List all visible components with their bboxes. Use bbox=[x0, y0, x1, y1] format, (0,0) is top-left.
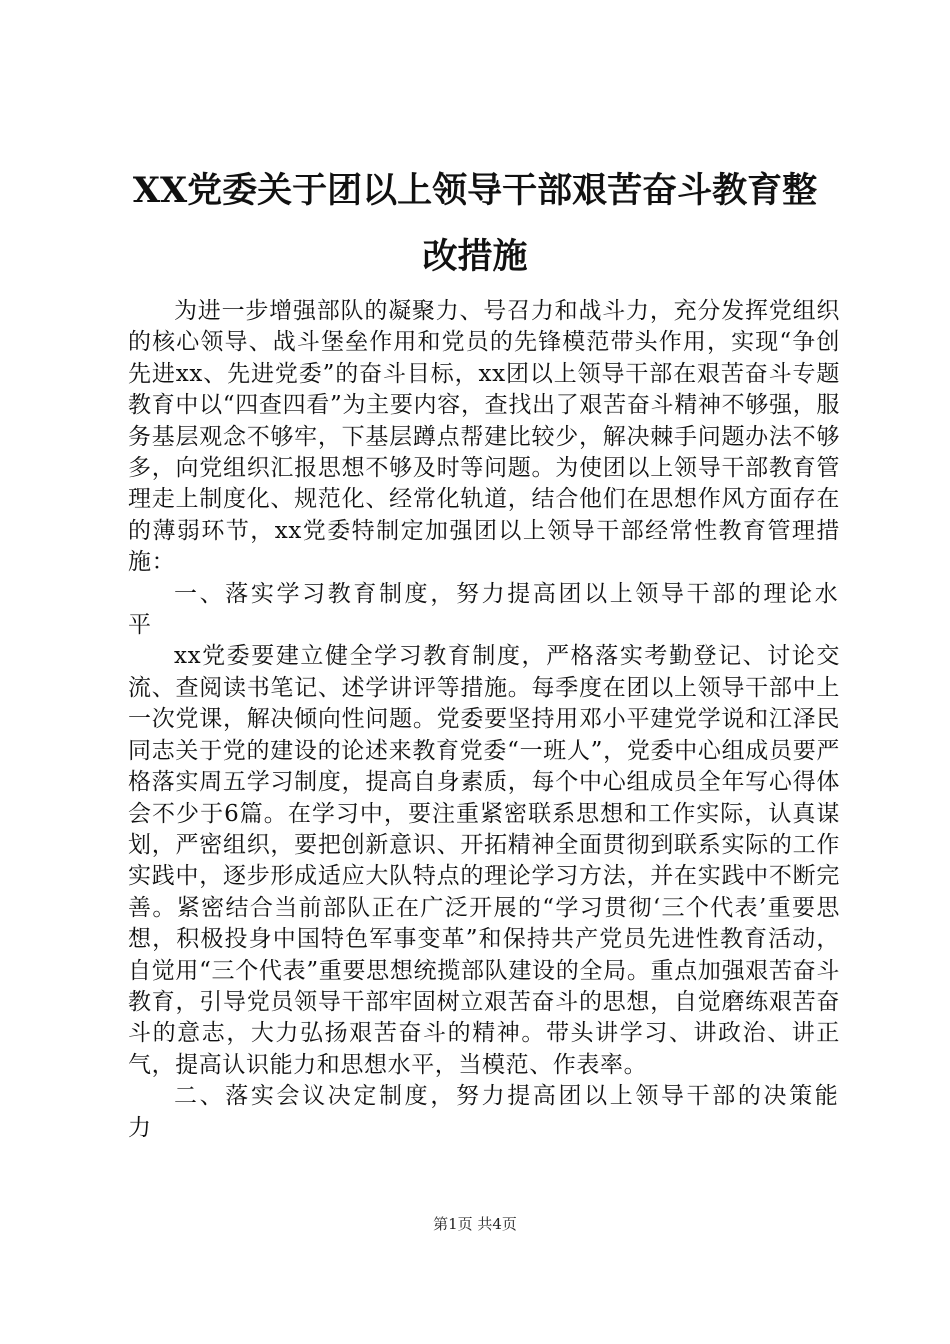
intro-paragraph: 为进一步增强部队的凝聚力、号召力和战斗力，充分发挥党组织的核心领导、战斗堡垒作用和党员的先锋模范带头作用，实现“争创先进xx、先进党委”的奋斗目标，xx团以上领导干部在艰苦奋斗专题教育中以“四查四看”为主要内容，查找出了艰苦奋斗精神不够强，服务基层观念不够牢，下基层蹲点帮建比较少，解决棘手问题办法不够多，向党组织汇报思想不够及时等问题。为使团以上领导干部教育管理走上制度化、规范化、经常化轨道，结合他们在思想作风方面存在的薄弱环节，xx党委特制定加强团以上领导干部经常性教育管理措施： bbox=[128, 298, 840, 576]
page-number-footer: 第1页 共4页 bbox=[433, 1215, 517, 1233]
document-body bbox=[128, 296, 840, 1144]
section-heading-2: 二、落实会议决定制度，努力提高团以上领导干部的决策能力 bbox=[128, 1083, 840, 1141]
section-1-paragraph: xx党委要建立健全学习教育制度，严格落实考勤登记、讨论交流、查阅读书笔记、述学讲评等措施。每季度在团以上领导干部中上一次党课，解决倾向性问题。党委要坚持用邓小平建党学说和江泽民同志关于党的建设的论述来教育党委“一班人”，党委中心组成员要严格落实周五学习制度，提高自身素质，每个中心组成员全年写心得体会不少于6篇。在学习中，要注重紧密联系思想和工作实际，认真谋划，严密组织，要把创新意识、开拓精神全面贯彻到联系实际的工作实践中，逐步形成适应大队特点的理论学习方法，并在实践中不断完善。紧密结合当前部队正在广泛开展的“学习贯彻‘三个代表’重要思想，积极投身中国特色军事变革”和保持共产党员先进性教育活动，自觉用“三个代表”重要思想统揽部队建设的全局。重点加强艰苦奋斗教育，引导党员领导干部牢固树立艰苦奋斗的思想，自觉磨练艰苦奋斗的意志，大力弘扬艰苦奋斗的精神。带头讲学习、讲政治、讲正气，提高认识能力和思想水平，当模范、作表率。 bbox=[128, 643, 840, 1078]
section-heading-1: 一、落实学习教育制度，努力提高团以上领导干部的理论水平 bbox=[128, 580, 840, 639]
document-title: XX党委关于团以上领导干部艰苦奋斗教育整改措施 bbox=[132, 170, 818, 277]
